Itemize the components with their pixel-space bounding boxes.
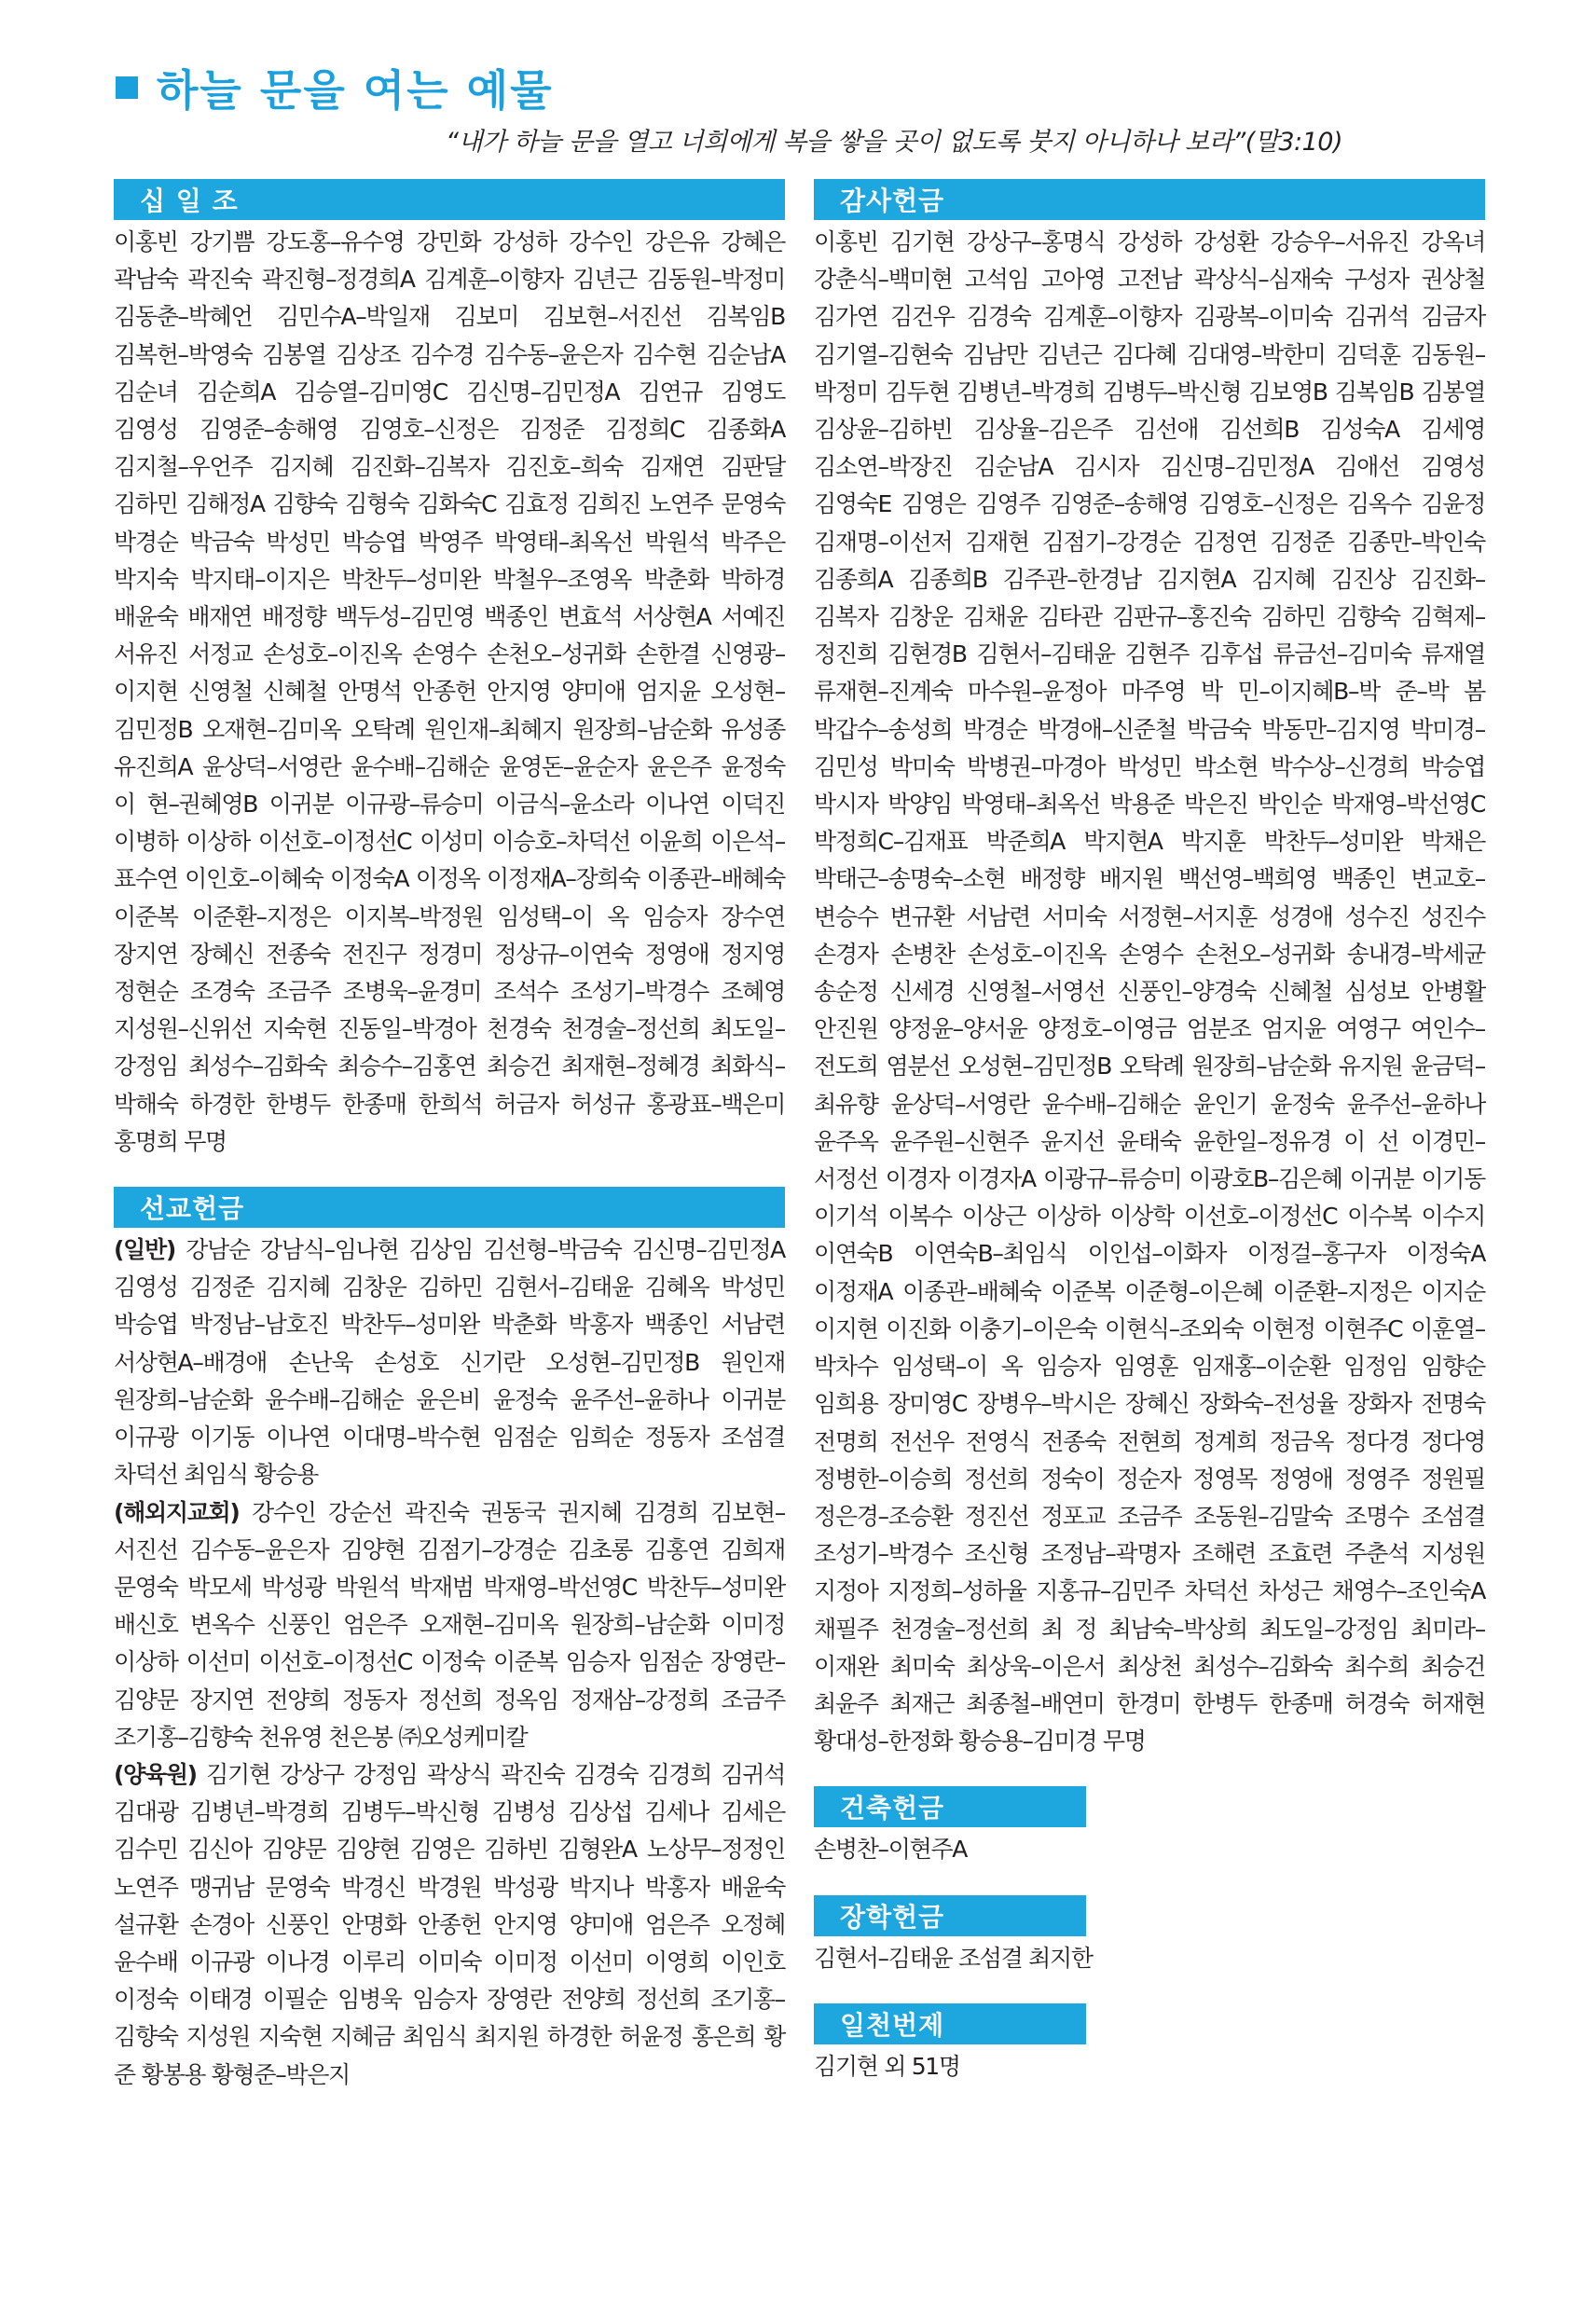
scholarship-section: [814, 1895, 1485, 1977]
building-header: [814, 1786, 1086, 1827]
thousandth-heading: 일천번제: [840, 2009, 945, 2041]
tithe-header: [114, 179, 785, 220]
scholarship-names: 김현서–김태윤 조섬결 최지한: [814, 1944, 1093, 1972]
building-section: [814, 1786, 1485, 1868]
building-heading: 건축헌금: [840, 1793, 945, 1824]
thousandth-section: [814, 2003, 1485, 2085]
scholarship-heading: 장학헌금: [840, 1901, 945, 1933]
page-title-text: 하늘 문을 여는 예물: [157, 65, 554, 116]
mission-group-overseas: [114, 1494, 785, 1756]
thousandth-names: 김기현 외 51명: [814, 2052, 960, 2080]
mission-group-text: 강남순 강남식–임나현 김상임 김선형–박금숙 김신명–김민정A 김영성 김정준 김지혜 김창운 김하민 김현서–김태윤 김혜옥 박성민 박승엽 박정남–남호진 박찬두–성미완 박춘화 박홍자 백종인 서남련 서상현A–배경애 손난욱 손성호 신기란 오성현–김민정B 원인재 원장희–남순화 윤수배–김해순 윤은비 윤정숙 윤주선–윤하나 이귀분 이규광 이기동 이나연 이대명–박수현 임점순 임희순 정동자 조섬결 차덕선 최임식 황승용: [114, 1236, 785, 1489]
mission-group-text: 강수인 강순선 곽진숙 권동국 권지혜 김경희 김보현–서진선 김수동–윤은자 김양현 김점기–강경순 김초롱 김홍연 김희재 문영숙 박모세 박성광 박원석 박재범 박재영–박선영C 박찬두–성미완 배신호 변옥수 신풍인 엄은주 오재현–김미옥 원장희–남순화 이미정 이상하 이선미 이선호–이정선C 이정숙 이준복 임승자 임점순 장영란–김양문 장지연 전양희 정동자 정선희 정옥임 정재삼–강정희 조금주 조기홍–김향숙 천유영 천은봉 ㈜오성케미칼: [114, 1498, 785, 1751]
mission-group-text: 김기현 강상구 강정임 곽상식 곽진숙 김경숙 김경희 김귀석 김대광 김병년–박경희 김병두–박신형 김병성 김상섭 김세나 김세은 김수민 김신아 김양문 김양현 김영은 김하빈 김형완A 노상무–정정인 노연주 맹귀남 문영숙 박경신 박경원 박성광 박지나 박홍자 배윤숙 설규환 손경아 신풍인 안명화 안종헌 안지영 양미애 엄은주 오정혜 윤수배 이규광 이나경 이루리 이미숙 이미정 이선미 이영희 이인호 이정숙 이태경 이필순 임병욱 임승자 장영란 전양희 정선희 조기홍–김향숙 지성원 지숙현 지혜금 최임식 최지원 하경한 허윤정 홍은희 황 준 황봉용 황형준–박은지: [114, 1760, 785, 2088]
tithe-heading: 십 일 조: [140, 186, 239, 216]
thanks-names: 이홍빈 김기현 강상구–홍명식 강성하 강성환 강승우–서유진 강옥녀 강춘식–백미현 고석임 고아영 고전남 곽상식–심재숙 구성자 권상철 김가연 김건우 김경숙 김계훈–이향자 김광복–이미숙 김귀석 김금자 김기열–김현숙 김남만 김년근 김다혜 김대영–박한미 김덕훈 김동원–박정미 김두현 김병년–박경희 김병두–박신형 김보영B 김복임B 김봉열 김상윤–김하빈 김상율–김은주 김선애 김선희B 김성숙A 김세영 김소연–박장진 김순남A 김시자 김신명–김민정A 김애선 김영성 김영숙E 김영은 김영주 김영준–송해영 김영호–신정은 김옥수 김윤정 김재명–이선저 김재현 김점기–강경순 김정연 김정준 김종만–박인숙 김종희A 김종희B 김주관–한경남 김지현A 김지혜 김진상 김진화–김복자 김창운 김채윤 김타관 김판규–홍진숙 김하민 김향숙 김혁제–정진희 김현경B 김현서–김태윤 김현주 김후섭 류금선–김미숙 류재열 류재현–진계숙 마수원–윤정아 마주영 박 민–이지혜B–박 준–박 봄 박갑수–송성희 박경순 박경애–신준철 박금숙 박동만–김지영 박미경–김민성 박미숙 박병권–마경아 박성민 박소현 박수상–신경희 박승엽 박시자 박양임 박영태–최옥선 박용준 박은진 박인순 박재영–박선영C 박정희C–김재표 박준희A 박지현A 박지훈 박찬두–성미완 박채은 박태근–송명숙–소현 배정향 배지원 백선영–백희영 백종인 변교호–변승수 변규환 서남련 서미숙 서정현–서지훈 성경애 성수진 성진수 손경자 손병찬 손성호–이진옥 손영수 손천오–성귀화 송내경–박세균 송순정 신세경 신영철–서영선 신풍인–양경숙 신혜철 심성보 안병활 안진원 양정윤–양서윤 양정호–이영금 엄분조 엄지윤 여영구 여인수–전도희 염분선 오성현–김민정B 오탁례 원장희–남순화 유지원 윤금덕–최유향 윤상덕–서영란 윤수배–김해순 윤인기 윤정숙 윤주선–윤하나 윤주옥 윤주원–신현주 윤지선 윤태숙 윤한일–정유경 이 선 이경민–서정선 이경자 이경자A 이광규–류승미 이광호B–김은혜 이귀분 이기동 이기석 이복수 이상근 이상하 이상학 이선호–이정선C 이수복 이수지 이연숙B 이연숙B–최임식 이인섭–이화자 이정걸–홍구자 이정숙A 이정재A 이종관–배혜숙 이준복 이준형–이은혜 이준환–지정은 이지순 이지현 이진화 이충기–이은숙 이현식–조외숙 이현정 이현주C 이훈열–박차수 임성택–이 옥 임승자 임영훈 임재홍–이순환 임정임 임향순 임희용 장미영C 장병우–박시은 장혜신 장화숙–전성율 장화자 전명숙 전명희 전선우 전영식 전종숙 전현희 정계희 정금옥 정다경 정다영 정병한–이승희 정선희 정숙이 정순자 정영목 정영애 정영주 정원필 정은경–조승환 정진선 정포교 조금주 조동원–김말숙 조명수 조섬결 조성기–박경수 조신형 조정남–곽명자 조해련 조효련 주춘석 지성원 지정아 지정희–성하율 지홍규–김민주 차덕선 차성근 채영수–조인숙A 채필주 천경술–정선희 최 정 최남숙–박상희 최도일–강정임 최미라–이재완 최미숙 최상욱–이은서 최상천 최성수–김화숙 최수희 최승건 최윤주 최재근 최종철–배연미 한경미 한병두 한종매 허경숙 허재현 황대성–한정화 황승용–김미경 무명: [814, 228, 1485, 1755]
right-column: [814, 179, 1485, 2112]
thousandth-header: [814, 2003, 1086, 2044]
mission-group-orphanage: [114, 1756, 785, 2094]
scripture-subtitle: “내가 하늘 문을 열고 너희에게 복을 쌓을 곳이 없도록 붓지 아니하나 보라”(말3:10): [445, 128, 1342, 157]
mission-group-general: [114, 1232, 785, 1493]
left-column: [114, 179, 785, 2120]
building-names: 손병찬–이현주A: [814, 1836, 968, 1864]
mission-group-label: (해외지교회): [114, 1498, 240, 1526]
mission-heading: 선교헌금: [140, 1193, 245, 1225]
mission-header: [114, 1187, 785, 1228]
title-square-bullet: [116, 76, 138, 99]
thanks-header: [814, 179, 1485, 220]
thanks-section: [814, 179, 1485, 1760]
tithe-section: [114, 179, 785, 1161]
mission-section: [114, 1187, 785, 2094]
thanks-heading: 감사헌금: [840, 186, 945, 216]
page-title: [116, 58, 554, 117]
mission-names: [114, 1232, 785, 2094]
mission-group-label: (양육원): [114, 1760, 197, 1788]
mission-group-label: (일반): [114, 1236, 175, 1264]
scholarship-header: [814, 1895, 1086, 1936]
tithe-names: 이홍빈 강기쁨 강도홍–유수영 강민화 강성하 강수인 강은유 강혜은 곽남숙 곽진숙 곽진형–정경희A 김계훈–이향자 김년근 김동원–박정미 김동춘–박혜언 김민수A–박일재 김보미 김보현–서진선 김복임B 김복헌–박영숙 김봉열 김상조 김수경 김수동–윤은자 김수현 김순남A 김순녀 김순희A 김승열–김미영C 김신명–김민정A 김연규 김영도 김영성 김영준–송해영 김영호–신정은 김정준 김정희C 김종화A 김지철–우언주 김지혜 김진화–김복자 김진호–희숙 김재연 김판달 김하민 김해정A 김향숙 김형숙 김화숙C 김효정 김희진 노연주 문영숙 박경순 박금숙 박성민 박승엽 박영주 박영태–최옥선 박원석 박주은 박지숙 박지태–이지은 박찬두–성미완 박철우–조영옥 박춘화 박하경 배윤숙 배재연 배정향 백두성–김민영 백종인 변효석 서상현A 서예진 서유진 서정교 손성호–이진옥 손영수 손천오–성귀화 손한결 신영광–이지현 신영철 신혜철 안명석 안종헌 안지영 양미애 엄지윤 오성현–김민정B 오재현–김미옥 오탁례 원인재–최혜지 원장희–남순화 유성종 유진희A 윤상덕–서영란 윤수배–김해순 윤영돈–윤순자 윤은주 윤정숙 이 현–권혜영B 이귀분 이규광–류승미 이금식–윤소라 이나연 이덕진 이병하 이상하 이선호–이정선C 이성미 이승호–차덕선 이윤희 이은석–표수연 이인호–이혜숙 이정숙A 이정옥 이정재A–장희숙 이종관–배혜숙 이준복 이준환–지정은 이지복–박정원 임성택–이 옥 임승자 장수연 장지연 장혜신 전종숙 전진구 정경미 정상규–이연숙 정영애 정지영 정현순 조경숙 조금주 조병욱–윤경미 조석수 조성기–박경수 조혜영 지성원–신위선 지숙현 진동일–박경아 천경숙 천경술–정선희 최도일–강정임 최성수–김화숙 최승수–김홍연 최승건 최재현–정혜경 최화식–박해숙 하경한 한병두 한종매 한희석 허금자 허성규 홍광표–백은미 홍명희 무명: [114, 228, 785, 1155]
